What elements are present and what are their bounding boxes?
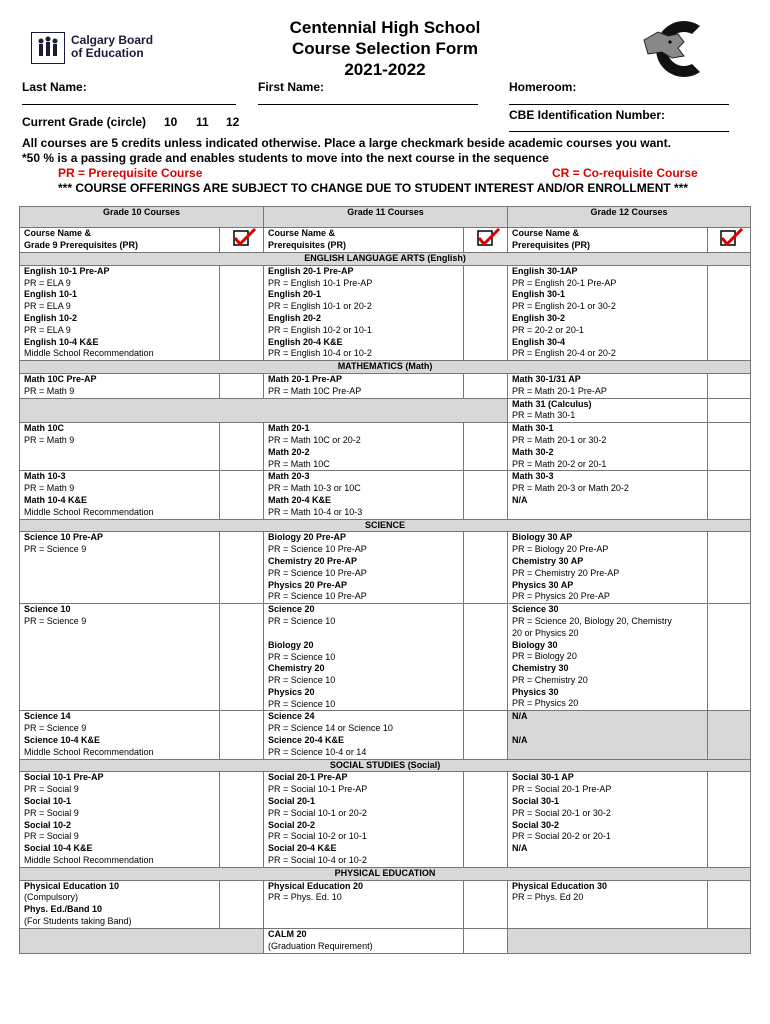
checkbox-cell[interactable]	[220, 604, 264, 711]
course-name: Social 30-1	[512, 796, 560, 807]
course-prereq: PR = Science 10	[268, 698, 336, 709]
course-prereq: PR = English 10-2 or 10-1	[268, 324, 372, 335]
course-prereq: PR = Social 10-1 or 20-2	[268, 807, 367, 818]
course-prereq: PR = Science 20, Biology 20, Chemistry	[512, 615, 672, 626]
checkbox-cell[interactable]	[708, 604, 751, 711]
course-name: Social 10-4 K&E	[24, 843, 93, 854]
course-prereq: PR = Biology 20 Pre-AP	[512, 544, 609, 555]
science-grade10-cell	[20, 711, 220, 759]
social-grade12-cell	[508, 772, 708, 867]
checkbox-cell[interactable]	[464, 929, 508, 954]
checkmark-icon	[220, 228, 264, 253]
science-grade11-cell	[264, 604, 464, 711]
course-prereq: PR = Science 9	[24, 615, 87, 626]
course-name: Social 20-4 K&E	[268, 843, 337, 854]
course-name: Math 20-4 K&E	[268, 494, 332, 505]
course-prereq: PR = ELA 9	[24, 301, 71, 312]
checkbox-cell[interactable]	[708, 532, 751, 604]
course-name: Math 10C	[24, 423, 65, 434]
cougar-logo-icon	[638, 18, 708, 80]
checkbox-cell[interactable]	[708, 880, 751, 929]
checkbox-cell[interactable]	[464, 772, 508, 867]
ela-grade12-cell	[508, 265, 708, 360]
math-grade10-cell	[20, 423, 220, 471]
science-grade10-cell	[20, 532, 220, 604]
instructions-line4: *** COURSE OFFERINGS ARE SUBJECT TO CHANGE DUE TO STUDENT INTEREST AND/OR ENROLLMENT ***	[58, 181, 689, 195]
math-grade12-cell	[508, 373, 708, 398]
course-prereq: PR = Science 14 or Science 10	[268, 723, 393, 734]
subheader-text: Prerequisites (PR)	[512, 239, 591, 250]
course-prereq: Middle School Recommendation	[24, 746, 154, 757]
science-grade12-cell	[508, 711, 708, 759]
course-prereq: (Graduation Requirement)	[268, 941, 373, 952]
checkbox-cell	[708, 711, 751, 759]
course-name: Science 14	[24, 711, 71, 722]
course-prereq: PR = Social 9	[24, 831, 79, 842]
course-name: Chemistry 20 Pre-AP	[268, 555, 358, 566]
course-prereq: PR = Biology 20	[512, 651, 577, 662]
checkbox-cell[interactable]	[708, 471, 751, 519]
course-prereq: PR = Social 10-1 Pre-AP	[268, 784, 368, 795]
course-name: Physical Education 30	[512, 880, 608, 891]
course-prereq: PR = Chemistry 20 Pre-AP	[512, 567, 620, 578]
course-prereq: PR = Math 20-2 or 20-1	[512, 458, 607, 469]
course-prereq: PR = Science 10-4 or 14	[268, 746, 367, 757]
course-name: Chemistry 30 AP	[512, 555, 584, 566]
course-name: Math 20-3	[268, 471, 310, 482]
checkbox-cell[interactable]	[464, 880, 508, 929]
course-prereq: PR = Phys. Ed. 10	[268, 892, 342, 903]
course-prereq: PR = Physics 20	[512, 698, 579, 709]
course-prereq: PR = Phys. Ed 20	[512, 892, 584, 903]
course-name: Math 20-2	[268, 446, 310, 457]
checkbox-cell[interactable]	[464, 265, 508, 360]
math-grade11-cell	[264, 373, 464, 398]
course-name: Science 10 Pre-AP	[24, 532, 104, 543]
checkbox-cell[interactable]	[464, 373, 508, 398]
science-grade11-cell	[264, 532, 464, 604]
course-name: Biology 30 AP	[512, 532, 573, 543]
course-name: Science 24	[268, 711, 315, 722]
course-name: English 30-1AP	[512, 265, 578, 276]
course-name: English 20-1 Pre-AP	[268, 265, 354, 276]
course-name: Phys. Ed./Band 10	[24, 904, 103, 915]
course-name: Math 20-1 Pre-AP	[268, 373, 343, 384]
course-prereq: PR = Math 10-4 or 10-3	[268, 506, 363, 517]
course-prereq: PR = English 10-4 or 10-2	[268, 348, 372, 359]
org-name-line2: of Education	[71, 46, 144, 60]
course-name: Math 30-3	[512, 471, 554, 482]
course-name: English 10-1 Pre-AP	[24, 265, 110, 276]
ela-grade11-cell	[264, 265, 464, 360]
checkbox-cell[interactable]	[708, 772, 751, 867]
section-ela: ENGLISH LANGUAGE ARTS (English)	[20, 253, 751, 266]
course-prereq: Middle School Recommendation	[24, 506, 154, 517]
instructions-line2: *50 % is a passing grade and enables students to move into the next course in the sequence	[22, 151, 549, 165]
course-name: CALM 20	[268, 929, 307, 940]
ela-grade10-cell	[20, 265, 220, 360]
course-name: Science 20	[268, 604, 315, 615]
course-name: Social 10-1	[24, 796, 72, 807]
course-prereq: PR = Social 10-4 or 10-2	[268, 855, 367, 866]
course-name: Biology 20 Pre-AP	[268, 532, 347, 543]
last-name-field[interactable]	[22, 104, 236, 105]
checkmark-icon	[464, 228, 508, 253]
course-prereq: PR = Science 10 Pre-AP	[268, 544, 367, 555]
course-prereq: PR = English 10-1 Pre-AP	[268, 277, 373, 288]
subheader-text: Grade 9 Prerequisites (PR)	[24, 239, 139, 250]
course-name: Physics 20 Pre-AP	[268, 579, 348, 590]
grade-option-10[interactable]: 10	[164, 115, 178, 129]
course-name: Social 20-2	[268, 819, 316, 830]
course-prereq: PR = English 10-1 or 20-2	[268, 301, 372, 312]
course-prereq: PR = Social 20-1 Pre-AP	[512, 784, 612, 795]
org-name-line1: Calgary Board	[71, 33, 154, 47]
course-name: Physical Education 10	[24, 880, 120, 891]
course-name: Math 10-3	[24, 471, 66, 482]
course-prereq: PR = English 20-1 Pre-AP	[512, 277, 617, 288]
instructions	[22, 136, 752, 196]
calm-cell	[264, 929, 464, 954]
course-prereq: PR = Science 10	[268, 615, 336, 626]
course-prereq: PR = Social 20-1 or 30-2	[512, 807, 611, 818]
course-name: English 10-4 K&E	[24, 336, 99, 347]
course-name: Math 30-1	[512, 423, 554, 434]
course-prereq: 20 or Physics 20	[512, 627, 579, 638]
course-prereq: PR = English 20-4 or 20-2	[512, 348, 616, 359]
math-grade11-cell	[264, 471, 464, 519]
course-prereq: PR = 20-2 or 20-1	[512, 324, 584, 335]
course-prereq: Middle School Recommendation	[24, 348, 154, 359]
course-name: Math 31 (Calculus)	[512, 398, 592, 409]
checkbox-cell[interactable]	[220, 880, 264, 929]
instructions-line1: All courses are 5 credits unless indicated otherwise. Place a large checkmark beside academic courses you want.	[22, 136, 671, 150]
checkbox-cell[interactable]	[464, 423, 508, 471]
checkbox-cell[interactable]	[464, 604, 508, 711]
course-prereq: PR = Science 9	[24, 723, 87, 734]
not-available-label: N/A	[512, 843, 528, 854]
math-grade12-cell	[508, 471, 708, 519]
subheader-text: Prerequisites (PR)	[268, 239, 347, 250]
course-name: Science 10-4 K&E	[24, 735, 101, 746]
course-prereq: PR = ELA 9	[24, 277, 71, 288]
social-grade11-cell	[264, 772, 464, 867]
course-name: Math 30-2	[512, 446, 554, 457]
checkbox-cell[interactable]	[708, 423, 751, 471]
course-name: Physics 20	[268, 686, 315, 697]
course-prereq: PR = English 20-1 or 30-2	[512, 301, 616, 312]
course-name: English 30-2	[512, 312, 566, 323]
course-name: Social 30-2	[512, 819, 560, 830]
course-name: English 10-1	[24, 289, 78, 300]
homeroom-field[interactable]	[509, 104, 729, 105]
checkbox-cell[interactable]	[464, 532, 508, 604]
math-grade11-cell	[264, 423, 464, 471]
course-prereq: PR = Math 9	[24, 483, 75, 494]
checkbox-cell[interactable]	[220, 265, 264, 360]
math-grade10-cell	[20, 373, 220, 398]
course-prereq: (Compulsory)	[24, 892, 79, 903]
course-prereq: PR = Science 10	[268, 651, 336, 662]
homeroom-label: Homeroom:	[509, 80, 577, 94]
course-prereq: PR = Social 9	[24, 784, 79, 795]
grade12-header: Grade 12 Courses	[508, 207, 751, 228]
subheader-text: Course Name &	[268, 228, 336, 238]
cbe-id-field[interactable]	[509, 131, 729, 132]
course-name: Chemistry 30	[512, 663, 569, 674]
course-name: Social 10-2	[24, 819, 72, 830]
section-math: MATHEMATICS (Math)	[20, 361, 751, 374]
checkmark-icon	[708, 228, 751, 253]
cbe-id-label: CBE Identification Number:	[509, 108, 666, 122]
course-name: Science 30	[512, 604, 559, 615]
course-name: Science 20-4 K&E	[268, 735, 345, 746]
grade11-header: Grade 11 Courses	[264, 207, 508, 228]
empty-cell	[20, 929, 264, 954]
course-name: Math 30-1/31 AP	[512, 373, 581, 384]
course-prereq: PR = Math 10C Pre-AP	[268, 385, 362, 396]
course-prereq: PR = Physics 20 Pre-AP	[512, 591, 610, 602]
course-name: English 10-2	[24, 312, 78, 323]
checkbox-cell[interactable]	[708, 373, 751, 398]
course-name: Social 10-1 Pre-AP	[24, 772, 104, 783]
course-prereq: PR = Social 10-2 or 10-1	[268, 831, 367, 842]
first-name-label: First Name:	[258, 80, 325, 94]
form-name: Course Selection Form	[291, 39, 479, 58]
cr-legend: CR = Co-requisite Course	[552, 166, 698, 180]
checkbox-cell[interactable]	[220, 423, 264, 471]
cbe-logo	[31, 32, 161, 66]
section-pe: PHYSICAL EDUCATION	[20, 867, 751, 880]
grade-option-11[interactable]: 11	[196, 115, 209, 129]
first-name-field[interactable]	[258, 104, 478, 105]
course-name: English 20-2	[268, 312, 322, 323]
not-available-label: N/A	[512, 735, 528, 746]
science-grade10-cell	[20, 604, 220, 711]
course-prereq: PR = Math 20-3 or Math 20-2	[512, 483, 629, 494]
subheader-text: Course Name &	[24, 228, 92, 238]
course-prereq: PR = Math 10C	[268, 458, 330, 469]
course-name: Math 20-1	[268, 423, 310, 434]
course-name: Physics 30	[512, 686, 559, 697]
course-name: English 30-4	[512, 336, 566, 347]
course-prereq: PR = Math 30-1	[512, 410, 576, 421]
last-name-label: Last Name:	[22, 80, 87, 94]
course-prereq: Middle School Recommendation	[24, 855, 154, 866]
school-name: Centennial High School	[289, 18, 481, 37]
course-name: English 20-1	[268, 289, 322, 300]
course-prereq: PR = Science 10 Pre-AP	[268, 591, 367, 602]
checkbox-cell[interactable]	[220, 772, 264, 867]
science-grade12-cell	[508, 532, 708, 604]
math-grade10-cell	[20, 471, 220, 519]
pr-legend: PR = Prerequisite Course	[58, 166, 203, 180]
course-name: Biology 20	[268, 639, 314, 650]
course-name: Math 10C Pre-AP	[24, 373, 97, 384]
course-prereq: PR = Math 10-3 or 10C	[268, 483, 361, 494]
grade10-header: Grade 10 Courses	[20, 207, 264, 228]
course-prereq: PR = Math 9	[24, 385, 75, 396]
checkbox-cell[interactable]	[220, 711, 264, 759]
section-social: SOCIAL STUDIES (Social)	[20, 759, 751, 772]
course-name: Social 30-1 AP	[512, 772, 574, 783]
checkbox-cell[interactable]	[220, 373, 264, 398]
grade-option-12[interactable]: 12	[226, 115, 240, 129]
school-year: 2021-2022	[344, 60, 426, 79]
pe-grade10-cell	[20, 880, 220, 929]
course-prereq: PR = Math 20-1 Pre-AP	[512, 385, 607, 396]
not-available-label: N/A	[512, 494, 528, 505]
social-grade10-cell	[20, 772, 220, 867]
course-prereq: PR = ELA 9	[24, 324, 71, 335]
subheader-text: Course Name &	[512, 228, 580, 238]
math31-cell	[508, 398, 708, 423]
course-name: Chemistry 20	[268, 663, 325, 674]
course-prereq: PR = Math 10C or 20-2	[268, 434, 361, 445]
current-grade-label: Current Grade (circle)	[22, 115, 147, 129]
course-name: Social 20-1	[268, 796, 316, 807]
course-name: Biology 30	[512, 639, 558, 650]
math-grade12-cell	[508, 423, 708, 471]
empty-cell	[20, 398, 508, 423]
checkbox-cell[interactable]	[464, 471, 508, 519]
course-name: English 30-1	[512, 289, 566, 300]
checkbox-cell[interactable]	[708, 398, 751, 423]
course-prereq: PR = Science 9	[24, 544, 87, 555]
pe-grade12-cell	[508, 880, 708, 929]
section-science: SCIENCE	[20, 519, 751, 532]
empty-cell	[508, 929, 751, 954]
course-prereq: PR = Social 9	[24, 807, 79, 818]
course-name: Math 10-4 K&E	[24, 494, 88, 505]
course-prereq: PR = Chemistry 20	[512, 674, 588, 685]
checkbox-cell[interactable]	[220, 532, 264, 604]
science-grade12-cell	[508, 604, 708, 711]
course-name: Science 10	[24, 604, 71, 615]
science-grade11-cell	[264, 711, 464, 759]
pe-grade11-cell	[264, 880, 464, 929]
course-name: Physics 30 AP	[512, 579, 574, 590]
course-name: Physical Education 20	[268, 880, 364, 891]
course-prereq: PR = Math 20-1 or 30-2	[512, 434, 607, 445]
course-table	[19, 206, 751, 954]
checkbox-cell[interactable]	[220, 471, 264, 519]
course-name: English 20-4 K&E	[268, 336, 343, 347]
course-name: Social 20-1 Pre-AP	[268, 772, 348, 783]
people-icon	[31, 32, 65, 64]
course-prereq: PR = Science 10	[268, 675, 336, 686]
course-prereq: PR = Math 9	[24, 434, 75, 445]
not-available-label: N/A	[512, 711, 528, 722]
checkbox-cell[interactable]	[464, 711, 508, 759]
form-title	[230, 17, 540, 80]
checkbox-cell[interactable]	[708, 265, 751, 360]
course-prereq: PR = Social 20-2 or 20-1	[512, 831, 611, 842]
course-prereq: PR = Science 10 Pre-AP	[268, 567, 367, 578]
course-prereq: (For Students taking Band)	[24, 916, 132, 927]
